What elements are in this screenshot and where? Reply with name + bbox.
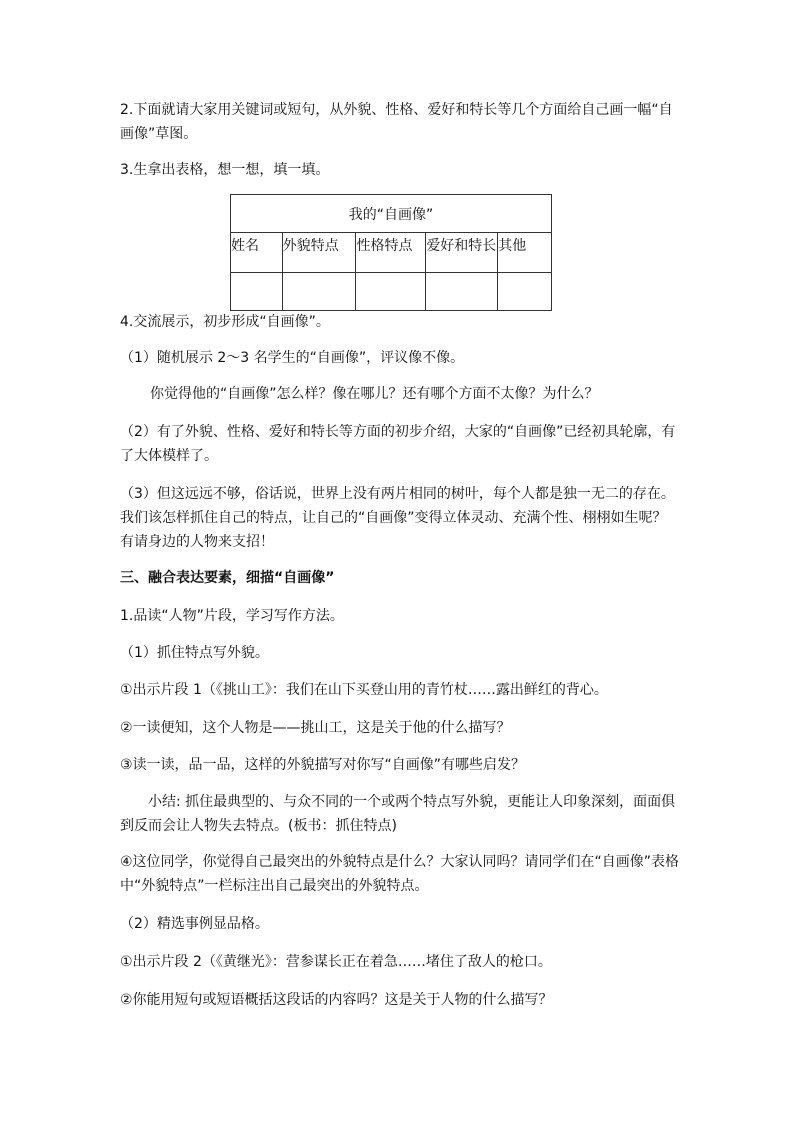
paragraph-circle-d2: ②你能用短句或短语概括这段话的内容吗？这是关于人物的什么描写？ xyxy=(120,992,553,1008)
table-cell-empty xyxy=(356,273,426,311)
table-cell-empty xyxy=(498,273,552,311)
table-header-appearance: 外貌特点 xyxy=(282,233,356,273)
table-header-other: 其他 xyxy=(498,233,552,273)
paragraph-step-4-1: （1）随机展示 2～3 名学生的“自画像”，评议像不像。 xyxy=(120,350,465,366)
paragraph-circle-4: ④这位同学，你觉得自己最突出的外貌特点是什么？大家认同吗？请同学们在“自画像”表格中“外貌特点”一栏标注出自己最突出的外貌特点。 xyxy=(120,854,680,894)
paragraph-sub-1: 1.品读“人物”片段，学习写作方法。 xyxy=(120,608,344,624)
table-cell-empty xyxy=(282,273,356,311)
table-cell-empty xyxy=(231,273,283,311)
table-caption: 我的“自画像” xyxy=(231,195,552,233)
paragraph-step-4: 4.交流展示，初步形成“自画像”。 xyxy=(120,314,330,330)
paragraph-circle-3: ③读一读，品一品，这样的外貌描写对你写“自画像”有哪些启发？ xyxy=(120,757,526,773)
paragraph-sub-1-2: （2）精选事例显品格。 xyxy=(120,916,269,932)
paragraph-step-4-2: （2）有了外貌、性格、爱好和特长等方面的初步介绍，大家的“自画像”已经初具轮廓，有了大体模样了。 xyxy=(120,424,676,464)
paragraph-step-4-3: （3）但这远远不够，俗话说，世界上没有两片相同的树叶，每个人都是独一无二的存在。我们该怎样抓住自己的特点，让自己的“自画像”变得立体灵动、充满个性、栩栩如生呢？有请身边的人物来支招！ xyxy=(120,486,675,550)
table-header-hobbies: 爱好和特长 xyxy=(426,233,498,273)
paragraph-circle-d1: ①出示片段 2（《黄继光》：营参谋长正在着急……堵住了敌人的枪口。 xyxy=(120,954,552,970)
paragraph-circle-1: ①出示片段 1（《挑山工》：我们在山下买登山用的青竹杖……露出鲜红的背心。 xyxy=(120,682,608,698)
table-cell-empty xyxy=(426,273,498,311)
table-header-name: 姓名 xyxy=(231,233,283,273)
paragraph-summary: 小结: 抓住最典型的、与众不同的一个或两个特点写外貌，更能让人印象深刻，面面俱到反而会让人物失去特点。(板书：抓住特点) xyxy=(120,794,676,834)
paragraph-step-2: 2.下面就请大家用关键词或短句，从外貌、性格、爱好和特长等几个方面给自己画一幅“自画像”草图。 xyxy=(120,102,673,142)
paragraph-step-3: 3.生拿出表格，想一想，填一填。 xyxy=(120,162,330,178)
self-portrait-table xyxy=(230,194,552,311)
paragraph-sub-1-1: （1）抓住特点写外貌。 xyxy=(120,645,269,661)
paragraph-circle-2: ②一读便知，这个人物是——挑山工，这是关于他的什么描写？ xyxy=(120,720,511,736)
paragraph-step-4-1-question: 你觉得他的“自画像”怎么样？像在哪儿？还有哪个方面不太像？为什么？ xyxy=(150,386,599,402)
section-heading-3: 三、融合表达要素，细描“自画像” xyxy=(120,570,335,586)
table-header-personality: 性格特点 xyxy=(356,233,426,273)
